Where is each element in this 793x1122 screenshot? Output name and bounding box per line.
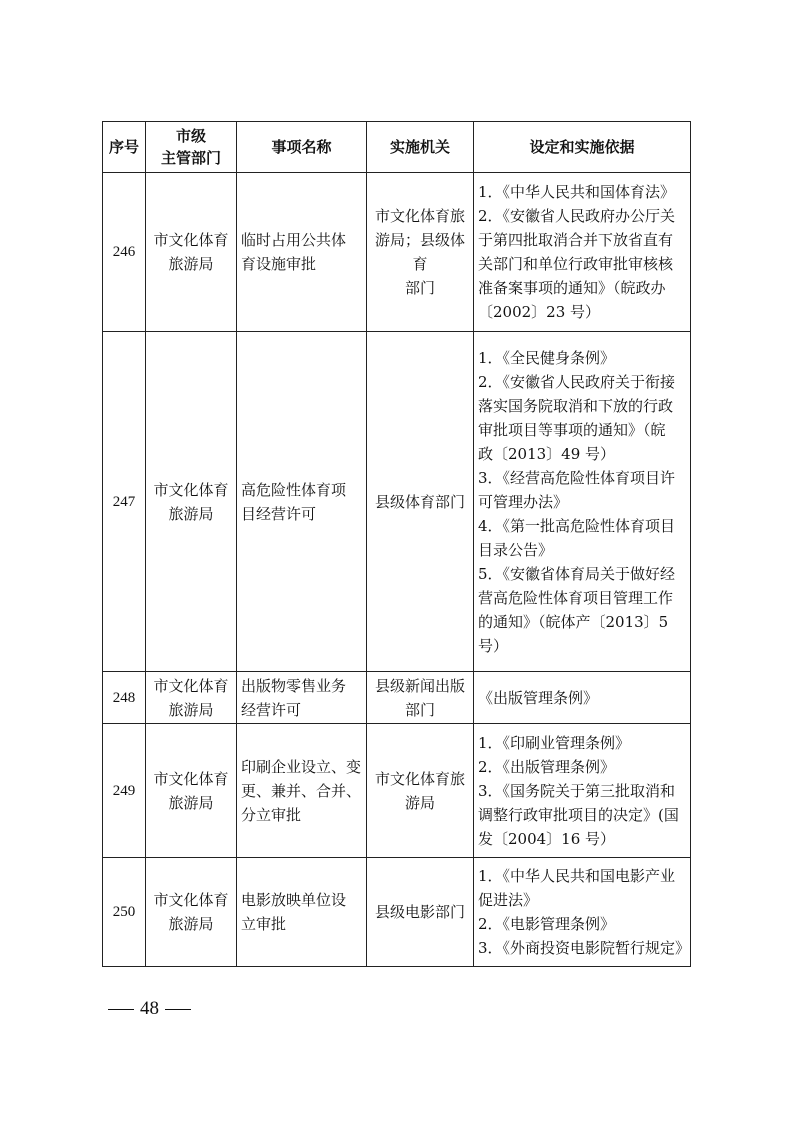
basis-line: 促进法》 xyxy=(478,891,539,909)
basis-line: 营高危险性体育项目管理工作 xyxy=(478,588,674,607)
dept-line: 市文化体育 xyxy=(153,891,229,909)
row-basis xyxy=(474,332,691,672)
header-dept-line2: 主管部门 xyxy=(160,149,221,167)
footer-dash-left xyxy=(108,1009,134,1010)
row-dept xyxy=(146,724,237,858)
row-basis xyxy=(474,724,691,858)
authority-line: 市文化体育旅 xyxy=(374,769,465,788)
basis-line: 可管理办法》 xyxy=(478,492,569,511)
authority-line: 游局；县级体育 xyxy=(374,231,465,273)
row-dept xyxy=(146,173,237,332)
item-line: 高危险性体育项 xyxy=(241,480,347,499)
item-line: 立审批 xyxy=(241,915,287,933)
item-line: 临时占用公共体 xyxy=(241,231,347,249)
basis-line: 2．《出版管理条例》 xyxy=(478,757,616,776)
basis-line: 审批项目等事项的通知》（皖 xyxy=(478,420,666,439)
row-item xyxy=(237,332,367,672)
row-basis xyxy=(474,173,691,332)
basis-line: 5．《安徽省体育局关于做好经 xyxy=(478,564,676,583)
basis-line: 1．《印刷业管理条例》 xyxy=(478,733,631,752)
table-row xyxy=(103,173,691,332)
table-row xyxy=(103,332,691,672)
footer-dash-right xyxy=(165,1009,191,1010)
row-item xyxy=(237,173,367,332)
authority-line: 县级体育部门 xyxy=(374,492,465,511)
row-basis xyxy=(474,858,691,967)
authority-line: 部门 xyxy=(404,700,435,719)
row-seq: 250 xyxy=(103,858,146,967)
basis-line: 3．《国务院关于第三批取消和 xyxy=(478,781,676,800)
basis-line: 3．《经营高危险性体育项目许 xyxy=(478,468,676,487)
row-dept xyxy=(146,858,237,967)
item-line: 更、兼并、合并、 xyxy=(241,781,362,800)
dept-line: 旅游局 xyxy=(168,915,214,933)
basis-line: 的通知》（皖体产〔2013〕5 xyxy=(478,612,669,631)
item-line: 目经营许可 xyxy=(241,504,317,523)
row-authority xyxy=(367,332,474,672)
dept-line: 旅游局 xyxy=(168,255,214,273)
table-row xyxy=(103,672,691,724)
basis-line: 号） xyxy=(478,636,509,655)
row-authority xyxy=(367,173,474,332)
dept-line: 市文化体育 xyxy=(153,676,229,695)
approval-items-table xyxy=(102,121,691,967)
basis-line: 政〔2013〕49 号） xyxy=(478,444,616,463)
table-header-row xyxy=(103,122,691,173)
item-line: 育设施审批 xyxy=(241,255,317,273)
basis-line: 〔2002〕23 号） xyxy=(478,303,601,321)
dept-line: 市文化体育 xyxy=(153,480,229,499)
header-authority: 实施机关 xyxy=(367,122,474,173)
basis-line: 落实国务院取消和下放的行政 xyxy=(478,396,674,415)
row-dept xyxy=(146,332,237,672)
row-seq: 248 xyxy=(103,672,146,724)
basis-line: 调整行政审批项目的决定》(国 xyxy=(478,805,679,824)
header-dept-line1: 市级 xyxy=(175,127,206,145)
row-authority xyxy=(367,672,474,724)
row-authority xyxy=(367,724,474,858)
item-line: 出版物零售业务 xyxy=(241,676,347,695)
page-footer xyxy=(102,998,197,1020)
dept-line: 市文化体育 xyxy=(153,769,229,788)
row-item xyxy=(237,724,367,858)
authority-line: 游局 xyxy=(404,793,435,812)
header-seq: 序号 xyxy=(103,122,146,173)
basis-line: 3．《外商投资电影院暂行规定》 xyxy=(478,939,691,957)
header-dept xyxy=(146,122,237,173)
basis-line: 关部门和单位行政审批审核核 xyxy=(478,255,674,273)
basis-line: 2．《安徽省人民政府关于衔接 xyxy=(478,372,676,391)
basis-line: 目录公告》 xyxy=(478,540,554,559)
basis-line: 发〔2004〕16 号） xyxy=(478,829,616,848)
basis-line: 1．《全民健身条例》 xyxy=(478,348,616,367)
row-item xyxy=(237,672,367,724)
item-line: 分立审批 xyxy=(241,805,302,824)
row-seq: 246 xyxy=(103,173,146,332)
authority-line: 部门 xyxy=(404,279,435,297)
item-line: 经营许可 xyxy=(241,700,302,719)
item-line: 印刷企业设立、变 xyxy=(241,757,362,776)
row-dept xyxy=(146,672,237,724)
dept-line: 旅游局 xyxy=(168,700,214,719)
row-seq: 249 xyxy=(103,724,146,858)
basis-line: 《出版管理条例》 xyxy=(478,688,599,707)
basis-line: 4．《第一批高危险性体育项目 xyxy=(478,516,676,535)
basis-line: 于第四批取消合并下放省直有 xyxy=(478,231,674,249)
basis-line: 准备案事项的通知》（皖政办 xyxy=(478,279,666,297)
basis-line: 2．《电影管理条例》 xyxy=(478,915,616,933)
basis-line: 1．《中华人民共和国体育法》 xyxy=(478,183,676,201)
authority-line: 市文化体育旅 xyxy=(374,207,465,225)
header-basis: 设定和实施依据 xyxy=(474,122,691,173)
authority-line: 县级电影部门 xyxy=(374,903,465,921)
item-line: 电影放映单位设 xyxy=(241,891,347,909)
table-row xyxy=(103,858,691,967)
basis-line: 2．《安徽省人民政府办公厅关 xyxy=(478,207,676,225)
row-seq: 247 xyxy=(103,332,146,672)
authority-line: 县级新闻出版 xyxy=(374,676,465,695)
dept-line: 旅游局 xyxy=(168,504,214,523)
dept-line: 市文化体育 xyxy=(153,231,229,249)
header-item: 事项名称 xyxy=(237,122,367,173)
dept-line: 旅游局 xyxy=(168,793,214,812)
row-item xyxy=(237,858,367,967)
row-basis xyxy=(474,672,691,724)
row-authority xyxy=(367,858,474,967)
basis-line: 1．《中华人民共和国电影产业 xyxy=(478,867,676,885)
page-number: 48 xyxy=(140,998,159,1019)
table-row xyxy=(103,724,691,858)
